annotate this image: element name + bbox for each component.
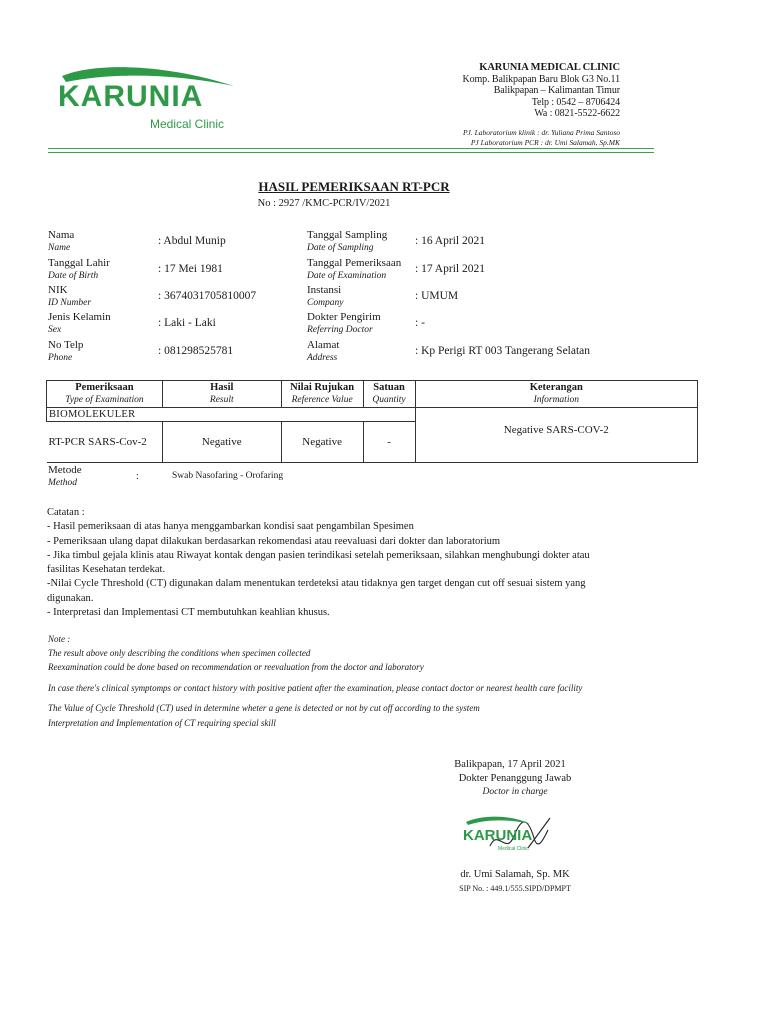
report-number: No : 2927 /KMC-PCR/IV/2021	[257, 198, 391, 209]
col-header-info	[415, 381, 697, 408]
phone-value: : 081298525781	[158, 345, 234, 357]
notes-id-line: - Hasil pemeriksaan di atas hanya menggambarkan kondisi saat pengambilan Spesimen	[47, 521, 414, 533]
notes-id-line: -Nilai Cycle Threshold (CT) digunakan dalam menentukan terdeteksi atau tidaknya gen target dengan cut off sesuai sistem yang	[47, 578, 586, 590]
dob-label: Tanggal Lahir	[48, 257, 110, 269]
method-label: Metode	[48, 464, 82, 476]
sampling-date-sublabel: Date of Sampling	[307, 243, 374, 253]
notes-id	[47, 506, 647, 620]
exam-date-label: Tanggal Pemeriksaan	[307, 257, 402, 269]
logo-wordmark: KARUNIA	[58, 80, 204, 113]
signature-role: Dokter Penanggung Jawab	[458, 773, 572, 784]
sampling-date-value: : 16 April 2021	[415, 235, 485, 247]
clinic-address-1: Komp. Balikpapan Baru Blok G3 No.11	[462, 73, 620, 85]
notes-en-line: In case there's clinical symptomps or contact history with positive patient after the examination, please contact doctor or nearest health care facility	[48, 683, 583, 693]
notes-en-line: The result above only describing the conditions when specimen collected	[48, 648, 311, 658]
clinic-header	[462, 62, 620, 120]
col-header-unit-id: Satuan	[373, 382, 405, 393]
report-title: HASIL PEMERIKSAAN RT-PCR	[258, 179, 450, 194]
place-date: Balikpapan, 17 April 2021	[454, 759, 566, 770]
table-group-row	[47, 408, 698, 422]
notes-id-line: - Interpretasi dan Implementasi CT membutuhkan keahlian khusus.	[47, 607, 330, 619]
doctor-sip: SIP No. : 449.1/555.SIPD/DPMPT	[459, 884, 571, 893]
pj-lab-pcr: PJ Laboratorium PCR : dr. Umi Salamah, Sp.MK	[470, 138, 620, 147]
clinic-address-2: Balikpapan – Kalimantan Timur	[493, 85, 620, 97]
stamp-wordmark: KARUNIA	[463, 827, 533, 844]
clinic-phone: Telp : 0542 – 8706424	[531, 96, 620, 108]
col-header-result	[162, 381, 281, 408]
referring-doctor-label: Dokter Pengirim	[307, 311, 381, 323]
notes-id-line: - Jika timbul gejala klinis atau Riwayat kontak dengan pasien terindikasi setelah pemeriksaan, silahkan menghubungi dokter atau	[47, 549, 590, 561]
sex-sublabel: Sex	[48, 325, 62, 335]
result-cell: Negative	[162, 422, 281, 463]
col-header-info-en: Information	[533, 395, 579, 405]
karunia-logo	[56, 62, 246, 134]
info-cell: Negative SARS-COV-2	[415, 408, 697, 463]
notes-id-line: fasilitas Kesehatan terdekat.	[47, 564, 166, 576]
referring-doctor-value: : -	[415, 317, 425, 329]
nik-sublabel: ID Number	[48, 298, 92, 308]
col-header-exam	[47, 381, 163, 408]
table-header-row	[47, 381, 698, 408]
sex-label: Jenis Kelamin	[48, 311, 111, 323]
dob-sublabel: Date of Birth	[48, 271, 99, 281]
col-header-reference-id: Nilai Rujukan	[290, 382, 355, 393]
address-sublabel: Address	[307, 353, 338, 363]
pj-lab-klinik: PJ. Laboratorium klinik : dr. Yuliana Prima Santoso	[462, 128, 620, 137]
exam-date-value: : 17 April 2021	[415, 263, 485, 275]
clinic-name: KARUNIA MEDICAL CLINIC	[479, 62, 620, 73]
results-table	[46, 380, 698, 463]
col-header-result-en: Result	[209, 395, 234, 405]
phone-sublabel: Phone	[48, 353, 73, 363]
clinic-stamp-signature	[458, 808, 558, 868]
col-header-reference-en: Reference Value	[291, 395, 353, 405]
clinic-wa: Wa : 0821-5522-6622	[534, 108, 620, 120]
group-cell: BIOMOLEKULER	[47, 408, 416, 422]
method-sublabel: Method	[48, 478, 78, 488]
phone-label: No Telp	[48, 339, 84, 351]
notes-en-line: Reexamination could be done based on recommendation or reevaluation from the doctor and laboratory	[48, 662, 424, 672]
unit-cell: -	[363, 422, 415, 463]
notes-id-line: digunakan.	[47, 592, 94, 604]
name-label: Nama	[48, 229, 75, 241]
address-label: Alamat	[307, 339, 340, 351]
svg-text:Medical Clinic: Medical Clinic	[498, 846, 529, 852]
dob-value: : 17 Mei 1981	[158, 263, 223, 275]
company-label: Instansi	[307, 284, 342, 296]
notes-en-title: Note :	[48, 634, 71, 644]
company-value: : UMUM	[415, 290, 459, 302]
header-divider	[48, 148, 654, 149]
address-value: : Kp Perigi RT 003 Tangerang Selatan	[415, 345, 591, 357]
method-value: Swab Nasofaring - Orofaring	[172, 471, 284, 481]
col-header-result-id: Hasil	[210, 382, 234, 393]
exam-date-sublabel: Date of Examination	[307, 271, 387, 281]
logo-subtitle: Medical Clinic	[150, 117, 225, 131]
col-header-unit-en: Quantity	[372, 395, 406, 405]
notes-id-title: Catatan :	[47, 507, 85, 518]
sex-value: : Laki - Laki	[158, 317, 216, 329]
col-header-exam-en: Type of Examination	[65, 395, 144, 405]
doctor-name: dr. Umi Salamah, Sp. MK	[460, 869, 570, 880]
name-sublabel: Name	[48, 243, 71, 253]
name-value: : Abdul Munip	[158, 235, 226, 247]
header-divider-thin	[48, 152, 654, 153]
col-header-unit	[363, 381, 415, 408]
notes-en-line: Interpretation and Implementation of CT requiring special skill	[48, 718, 276, 728]
exam-cell: RT-PCR SARS-Cov-2	[47, 422, 163, 463]
pj-block	[463, 128, 620, 148]
notes-en-line: The Value of Cycle Threshold (CT) used in determine wheter a gene is detected or not by cut off according to the system	[48, 703, 480, 713]
method-colon: :	[136, 471, 139, 482]
signature-role-en: Doctor in charge	[482, 787, 548, 797]
col-header-info-id: Keterangan	[529, 382, 583, 393]
company-sublabel: Company	[307, 298, 344, 308]
referring-doctor-sublabel: Referring Doctor	[307, 325, 373, 335]
notes-id-line: - Pemeriksaan ulang dapat dilakukan berdasarkan rekomendasi atau reevaluasi dari dokter dan laboratorium	[47, 535, 501, 547]
nik-label: NIK	[48, 284, 68, 296]
nik-value: : 3674031705810007	[158, 290, 257, 302]
col-header-reference	[281, 381, 363, 408]
reference-cell: Negative	[281, 422, 363, 463]
sampling-date-label: Tanggal Sampling	[307, 229, 388, 241]
col-header-exam-id: Pemeriksaan	[75, 382, 134, 393]
